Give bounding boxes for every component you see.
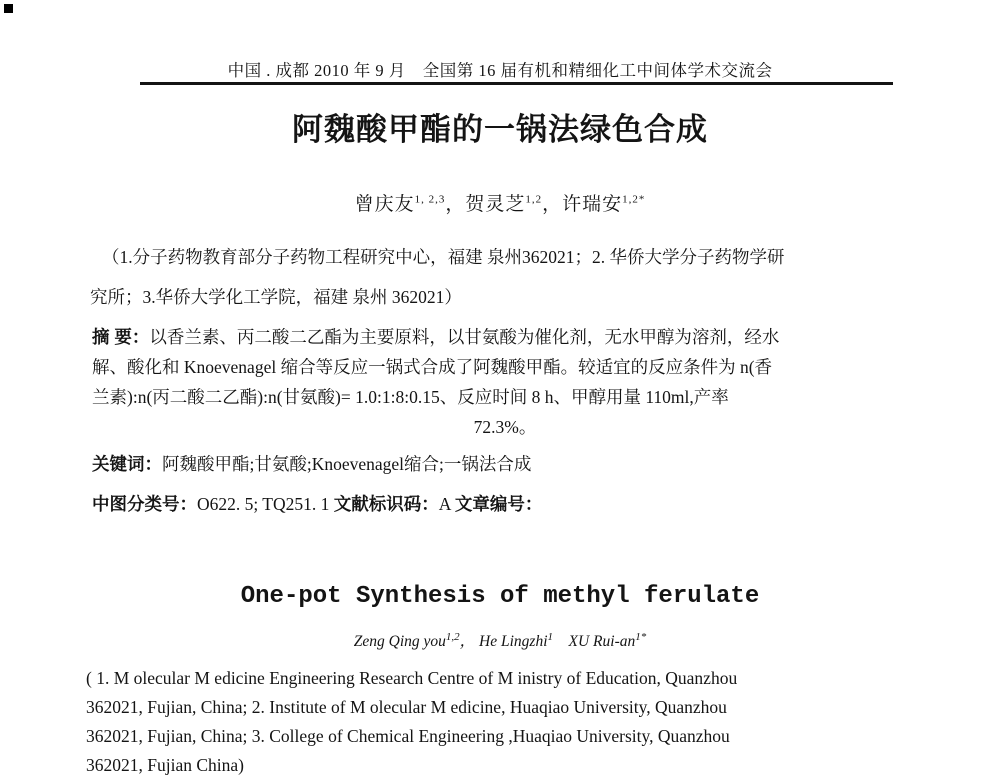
keywords-text: 阿魏酸甲酯;甘氨酸;Knoevenagel缩合;一锅法合成 [162,454,532,474]
abstract-line [92,322,918,352]
clc-value: O622. 5; TQ251. 1 [197,494,334,514]
paper-title-cn: 阿魏酸甲酯的一锅法绿色合成 [292,112,708,147]
affiliations-en [86,664,920,780]
affiliation-en-line: 362021, Fujian, China; 2. Institute of M olecular M edicine, Huaqiao University, Quanzhou [86,697,727,717]
author-en-3: XU Rui-an [568,633,636,650]
keywords-label: 关键词： [92,454,162,474]
author-en-2-affil-sup: 1 [547,630,553,643]
keywords-cn [92,451,918,476]
authors-en [0,629,1000,651]
affiliation-en-line: 362021, Fujian, China; 3. College of Chemical Engineering ,Huaqiao University, Quanzhou [86,726,730,746]
classification-line [92,491,918,516]
abstract-text: 以香兰素、丙二酸二乙酯为主要原料，以甘氨酸为催化剂，无水甲醇为溶剂，经水 [149,327,780,347]
authors-cn [0,189,1000,216]
conference-header: 中国 . 成都 2010 年 9 月 全国第 16 届有机和精细化工中间体学术交流会 [227,61,773,80]
scan-artifact-mark [4,4,13,13]
author-separator [553,633,569,650]
abstract-yield-line: 72.3%。 [473,417,537,437]
abstract-label: 摘 要： [92,327,150,347]
author-cn-2: 贺灵芝 [465,194,526,215]
affiliation-en-line: 362021, Fujian China) [86,755,244,775]
affiliation-en-line: ( 1. M olecular M edicine Engineering Research Centre of M inistry of Education, Quanzhou [86,668,738,688]
article-id-label: 文章编号： [454,494,543,514]
author-separator: ， [542,194,563,215]
affiliation-cn-line: （1.分子药物教育部分子药物工程研究中心，福建 泉州362021；2. 华侨大学分子药物学研 [102,247,785,267]
header-divider [140,82,893,85]
clc-label: 中图分类号： [92,494,197,514]
abstract-cn [92,322,918,442]
author-en-2: He Lingzhi [479,633,548,650]
author-cn-1-affil-sup: 1, 2,3 [414,193,446,206]
doc-code-value: A [438,494,455,514]
author-en-1-affil-sup: 1,2 [445,630,460,643]
author-cn-3: 许瑞安 [562,194,623,215]
author-cn-1: 曾庆友 [354,194,415,215]
abstract-line: 解、酸化和 Knoevenagel 缩合等反应一锅式合成了阿魏酸甲酯。较适宜的反应条件为 n(香 [92,357,773,377]
author-cn-3-affil-sup: 1,2* [622,193,646,206]
author-en-1: Zeng Qing you [353,633,446,650]
affiliation-cn-line: 究所；3.华侨大学化工学院，福建 泉州 362021） [90,287,462,307]
author-en-3-affil-sup: 1* [635,630,647,643]
doc-code-label: 文献标识码： [333,494,439,514]
author-cn-2-affil-sup: 1,2 [525,193,543,206]
abstract-line: 兰素):n(丙二酸二乙酯):n(甘氨酸)= 1.0:1:8:0.15、反应时间 8 h、甲醇用量 110ml,产率 [92,387,729,407]
author-separator: ， [459,633,480,650]
paper-title-en: One-pot Synthesis of methyl ferulate [240,583,760,610]
author-separator: ， [445,194,466,215]
affiliations-cn [90,237,920,317]
